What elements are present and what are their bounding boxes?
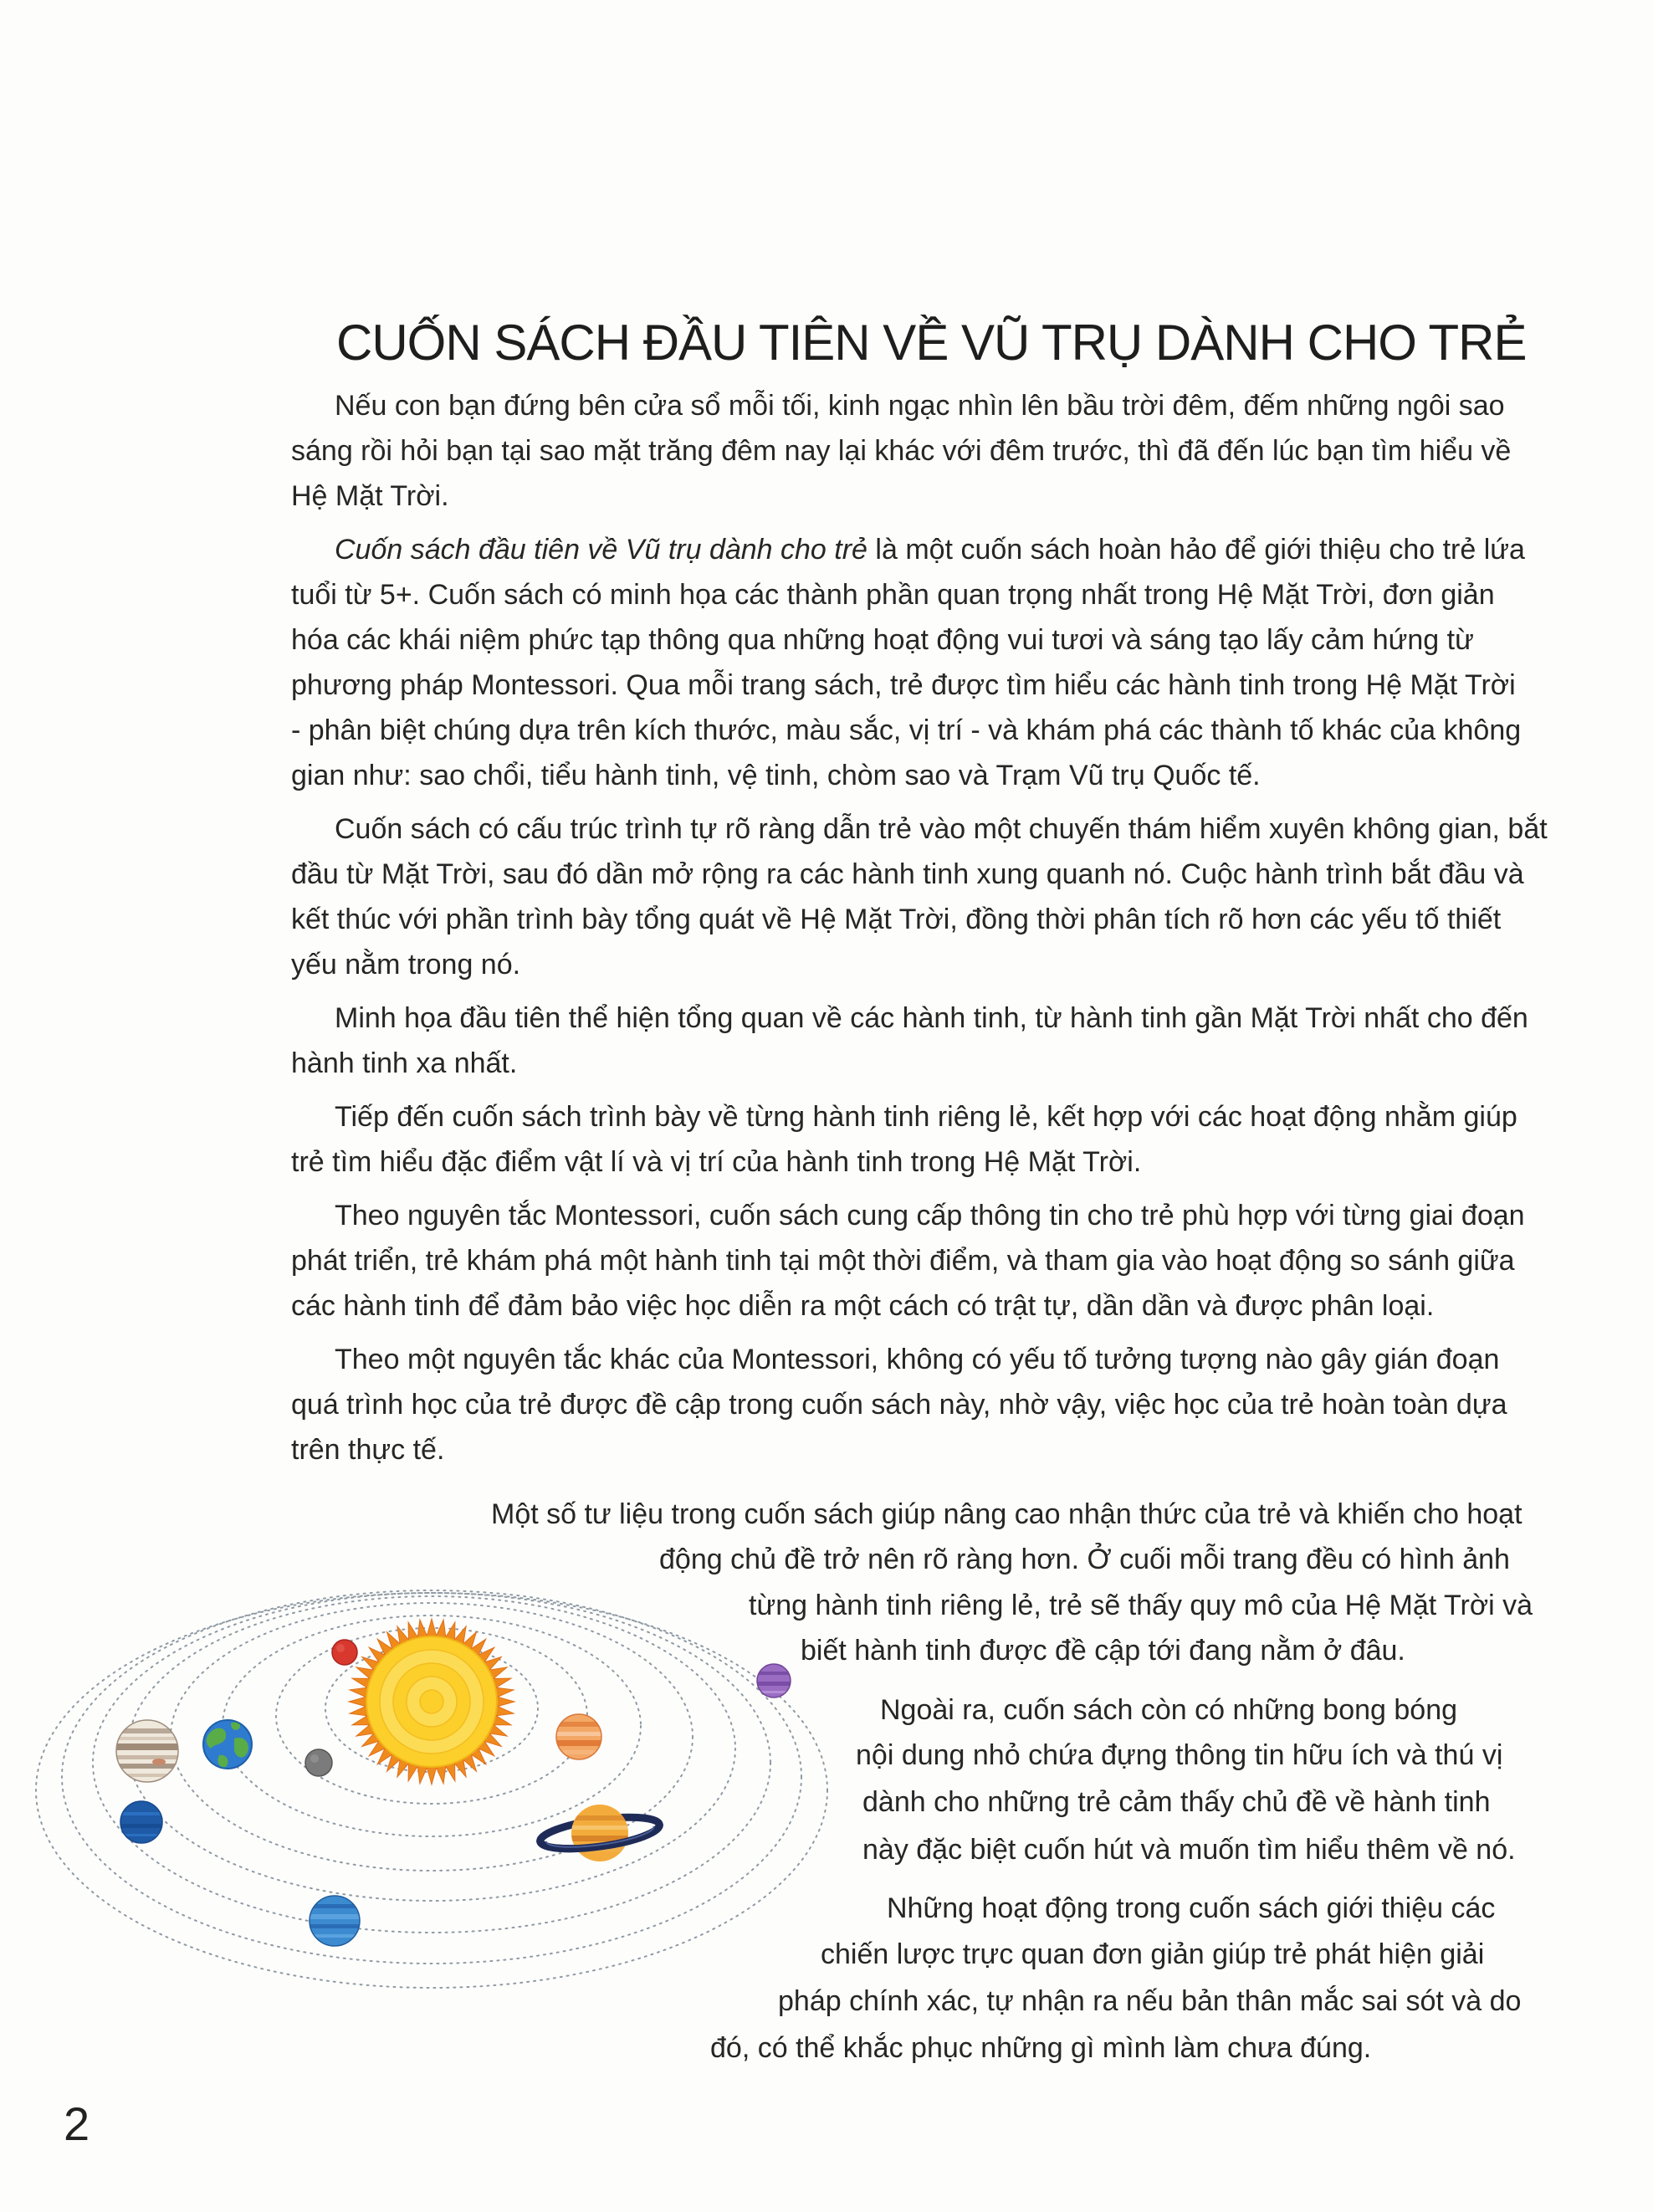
- text-line: quá trình học của trẻ được đề cập trong cuốn sách này, nhờ vậy, việc học của trẻ hoàn toàn dựa: [291, 1389, 1507, 1421]
- page-title: CUỐN SÁCH ĐẦU TIÊN VỀ VŨ TRỤ DÀNH CHO TRẺ: [336, 315, 1527, 371]
- paragraph-2: [291, 527, 1563, 798]
- saturn-planet: [538, 1805, 661, 1861]
- venus-planet: [552, 1714, 611, 1759]
- paragraph-6: [291, 1193, 1563, 1329]
- text-line: từng hành tinh riêng lẻ, trẻ sẽ thấy quy mô của Hệ Mặt Trời và: [749, 1590, 1533, 1621]
- text-line: nội dung nhỏ chứa đựng thông tin hữu ích và thú vị: [856, 1739, 1503, 1771]
- text-line: phát triển, trẻ khám phá một hành tinh tại một thời điểm, và tham gia vào hoạt động so sánh giữa: [291, 1245, 1515, 1277]
- text-line: sáng rồi hỏi bạn tại sao mặt trăng đêm nay lại khác với đêm trước, thì đã đến lúc bạn tìm hiểu về: [291, 435, 1512, 467]
- text-line: pháp chính xác, tự nhận ra nếu bản thân mắc sai sót và do: [778, 1985, 1522, 2017]
- text-line: tuổi từ 5+. Cuốn sách có minh họa các thành phần quan trọng nhất trong Hệ Mặt Trời, đơn giản: [291, 579, 1495, 611]
- text-line: [291, 527, 1563, 572]
- text-line: Minh họa đầu tiên thể hiện tổng quan về các hành tinh, từ hành tinh gần Mặt Trời nhất cho đến: [335, 1002, 1528, 1034]
- text-line: hành tinh xa nhất.: [291, 1047, 518, 1079]
- text-line: gian như: sao chổi, tiểu hành tinh, vệ tinh, chòm sao và Trạm Vũ trụ Quốc tế.: [291, 760, 1261, 791]
- text-line: Những hoạt động trong cuốn sách giới thiệu các: [887, 1892, 1496, 1924]
- sun: [349, 1619, 514, 1784]
- text-line: chiến lược trực quan đơn giản giúp trẻ phát hiện giải: [821, 1938, 1485, 1970]
- paragraph-3: [291, 806, 1563, 987]
- text-line: yếu nằm trong nó.: [291, 949, 521, 981]
- text-line: Một số tư liệu trong cuốn sách giúp nâng cao nhận thức của trẻ và khiến cho hoạt: [491, 1498, 1522, 1530]
- text-line: Theo nguyên tắc Montessori, cuốn sách cung cấp thông tin cho trẻ phù hợp với từng giai đoạn: [335, 1200, 1525, 1231]
- mercury-planet: [305, 1749, 332, 1776]
- text-line: đó, có thể khắc phục những gì mình làm chưa đúng.: [710, 2032, 1372, 2064]
- text-line: này đặc biệt cuốn hút và muốn tìm hiểu thêm về nó.: [862, 1834, 1516, 1866]
- text-line: phương pháp Montessori. Qua mỗi trang sách, trẻ được tìm hiểu các hành tinh trong Hệ Mặt Trời: [291, 669, 1516, 701]
- solar-system-illustration: [0, 1573, 837, 2008]
- text-line: kết thúc với phần trình bày tổng quát về Hệ Mặt Trời, đồng thời phân tích rõ hơn các yếu tố thiết: [291, 904, 1502, 935]
- jupiter-planet: [109, 1720, 192, 1782]
- text-line: Nếu con bạn đứng bên cửa sổ mỗi tối, kinh ngạc nhìn lên bầu trời đêm, đếm những ngôi sao: [335, 390, 1505, 422]
- page-number: 2: [64, 2097, 90, 2150]
- text-line: - phân biệt chúng dựa trên kích thước, màu sắc, vị trí - và khám phá các thành tố khác của không: [291, 714, 1522, 746]
- text-line: trẻ tìm hiểu đặc điểm vật lí và vị trí của hành tinh trong Hệ Mặt Trời.: [291, 1146, 1142, 1178]
- text-line: các hành tinh để đảm bảo việc học diễn ra một cách có trật tự, dần dần và được phân loại.: [291, 1290, 1435, 1322]
- text-line: hóa các khái niệm phức tạp thông qua những hoạt động vui tươi và sáng tạo lấy cảm hứng từ: [291, 624, 1474, 656]
- neptune-planet: [117, 1801, 167, 1843]
- uranus-planet: [305, 1896, 364, 1946]
- paragraph-4: [291, 996, 1563, 1086]
- text-line: Cuốn sách có cấu trúc trình tự rõ ràng dẫn trẻ vào một chuyến thám hiểm xuyên không gian, bắt: [335, 813, 1548, 845]
- mars-planet: [332, 1640, 357, 1665]
- text-line: Tiếp đến cuốn sách trình bày về từng hành tinh riêng lẻ, kết hợp với các hoạt động nhằm giúp: [335, 1101, 1517, 1133]
- text-line: biết hành tinh được đề cập tới đang nằm ở đâu.: [801, 1635, 1405, 1667]
- intro-text: [291, 383, 1563, 1481]
- text-line: dành cho những trẻ cảm thấy chủ đề về hành tinh: [862, 1786, 1491, 1818]
- paragraph-1: [291, 383, 1563, 519]
- paragraph-7: [291, 1337, 1563, 1472]
- paragraph-5: [291, 1094, 1563, 1185]
- sun-ring: [420, 1690, 443, 1713]
- text-line: Hệ Mặt Trời.: [291, 480, 449, 512]
- text-line: trên thực tế.: [291, 1434, 445, 1466]
- earth-planet: [203, 1720, 252, 1769]
- text-line: đầu từ Mặt Trời, sau đó dần mở rộng ra các hành tinh xung quanh nó. Cuộc hành trình bắt đầu và: [291, 858, 1524, 890]
- text-line: Ngoài ra, cuốn sách còn có những bong bóng: [880, 1694, 1458, 1726]
- text-span: là một cuốn sách hoàn hảo để giới thiệu cho trẻ lứa: [867, 534, 1525, 566]
- pluto-planet: [753, 1664, 795, 1697]
- book-title-italic: Cuốn sách đầu tiên về Vũ trụ dành cho trẻ: [335, 534, 867, 566]
- text-line: Theo một nguyên tắc khác của Montessori, không có yếu tố tưởng tượng nào gây gián đoạn: [335, 1344, 1500, 1375]
- text-line: động chủ đề trở nên rõ ràng hơn. Ở cuối mỗi trang đều có hình ảnh: [659, 1544, 1510, 1575]
